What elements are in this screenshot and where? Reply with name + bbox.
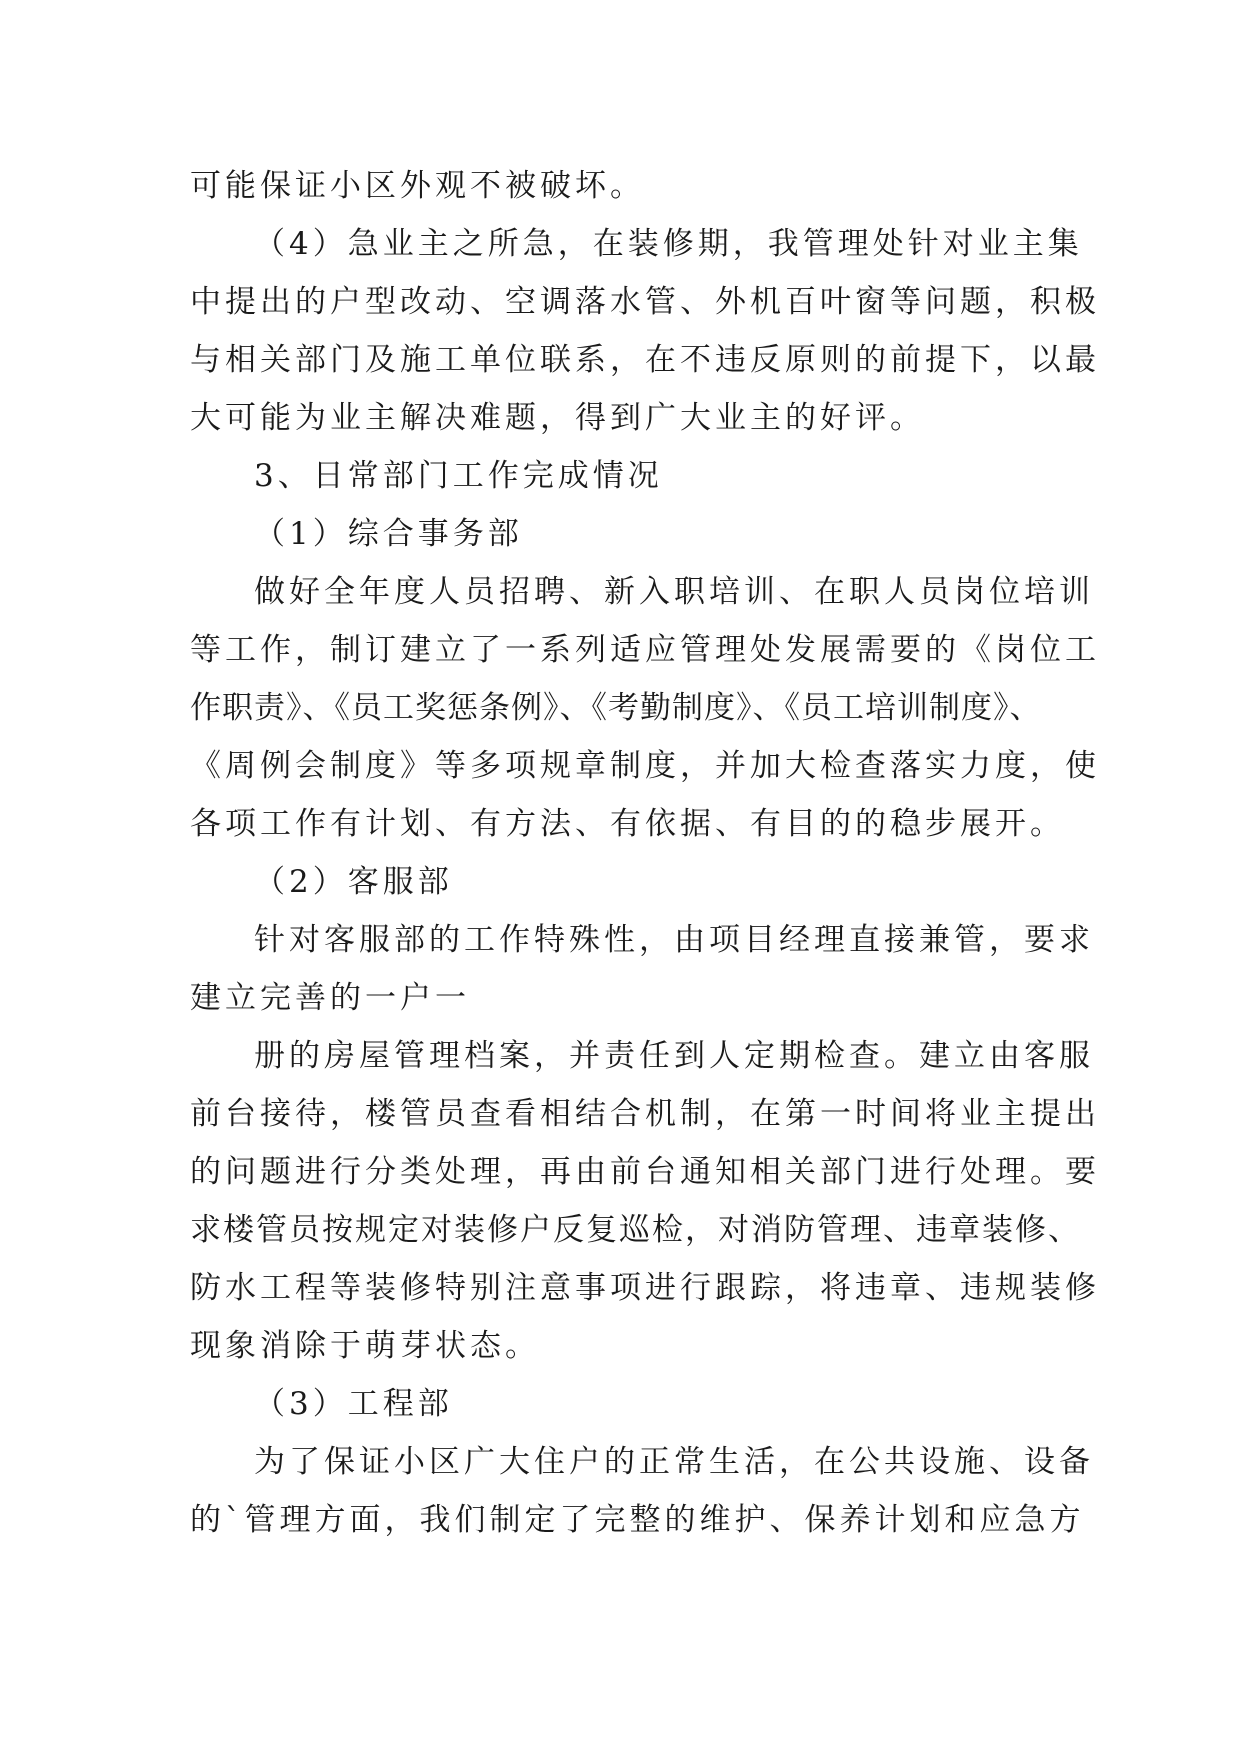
text-line: 等工作，制订建立了一系列适应管理处发展需要的《岗位工 [190, 632, 1100, 668]
text-line: 做好全年度人员招聘、新入职培训、在职人员岗位培训 [254, 574, 1094, 610]
text-line: 求楼管员按规定对装修户反复巡检，对消防管理、违章装修、 [190, 1212, 1081, 1248]
text-line: 前台接待，楼管员查看相结合机制，在第一时间将业主提出 [190, 1096, 1100, 1132]
subsection-heading: （1）综合事务部 [254, 516, 523, 552]
text-line: 《周例会制度》等多项规章制度，并加大检查落实力度，使 [190, 748, 1100, 784]
text-line: 建立完善的一户一 [190, 980, 470, 1016]
text-line: 中提出的户型改动、空调落水管、外机百叶窗等问题，积极 [190, 284, 1100, 320]
text-line: 针对客服部的工作特殊性，由项目经理直接兼管，要求 [254, 922, 1094, 958]
section-heading: 3、日常部门工作完成情况 [254, 458, 663, 494]
text-line: 防水工程等装修特别注意事项进行跟踪，将违章、违规装修 [190, 1270, 1100, 1306]
text-line: 作职责》、《员工奖惩条例》、《考勤制度》、《员工培训制度》、 [190, 690, 1042, 726]
text-line: 册的房屋管理档案，并责任到人定期检查。建立由客服 [254, 1038, 1094, 1074]
paragraph-heading: （4）急业主之所急，在装修期，我管理处针对业主集 [254, 226, 1083, 262]
text-line: 大可能为业主解决难题，得到广大业主的好评。 [190, 400, 925, 436]
text-line: 的`管理方面，我们制定了完整的维护、保养计划和应急方 [190, 1502, 1085, 1538]
text-line: 的问题进行分类处理，再由前台通知相关部门进行处理。要 [190, 1154, 1100, 1190]
text-line: 现象消除于萌芽状态。 [190, 1328, 540, 1364]
text-line: 可能保证小区外观不被破坏。 [190, 168, 645, 204]
subsection-heading: （3）工程部 [254, 1386, 453, 1422]
subsection-heading: （2）客服部 [254, 864, 453, 900]
text-line: 与相关部门及施工单位联系，在不违反原则的前提下，以最 [190, 342, 1100, 378]
text-line: 各项工作有计划、有方法、有依据、有目的的稳步展开。 [190, 806, 1065, 842]
text-line: 为了保证小区广大住户的正常生活，在公共设施、设备 [254, 1444, 1094, 1480]
